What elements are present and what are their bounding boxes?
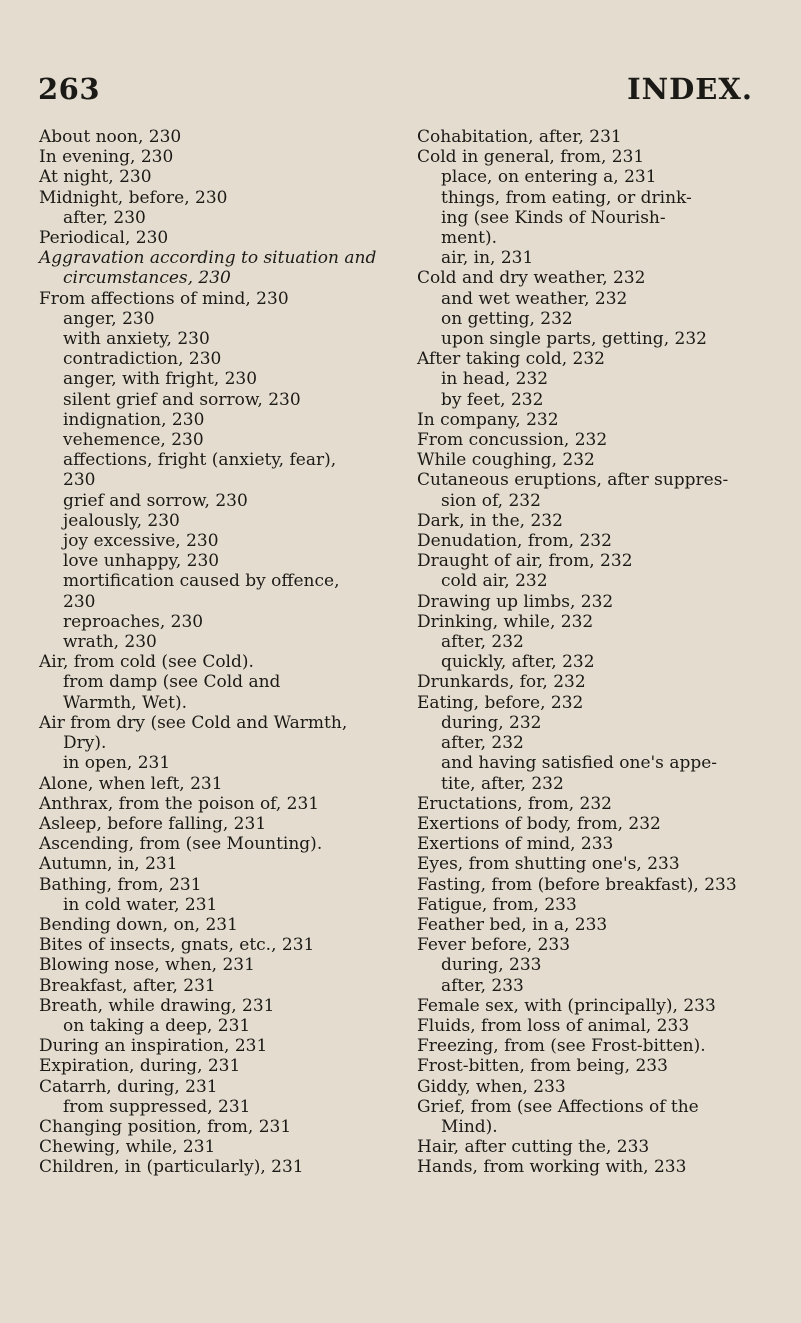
index-subentry: after, 230 — [63, 207, 146, 228]
index-entry: Fever before, 233 — [417, 935, 571, 956]
index-entry: Ascending, from (see Mounting). — [39, 834, 323, 855]
index-entry: Eructations, from, 232 — [417, 793, 612, 814]
index-subentry: upon single parts, getting, 232 — [441, 329, 707, 350]
page-number: 263 — [38, 72, 101, 106]
index-subentry: tite, after, 232 — [441, 773, 564, 794]
index-entry: Eyes, from shutting one's, 233 — [417, 854, 680, 875]
index-subentry: grief and sorrow, 230 — [63, 490, 248, 511]
index-entry: Changing position, from, 231 — [39, 1116, 292, 1137]
index-subentry: and wet weather, 232 — [441, 288, 628, 309]
index-subentry: indignation, 230 — [63, 409, 205, 430]
index-entry: Draught of air, from, 232 — [417, 551, 633, 572]
index-subentry: from damp (see Cold and — [63, 672, 281, 693]
index-entry: Female sex, with (principally), 233 — [417, 995, 716, 1016]
index-subentry: joy excessive, 230 — [63, 531, 219, 552]
index-subentry: air, in, 231 — [441, 248, 534, 269]
index-subentry: 230 — [63, 591, 96, 612]
index-subentry: anger, with fright, 230 — [63, 369, 258, 390]
index-subentry: on taking a deep, 231 — [63, 1015, 251, 1036]
index-entry: Fatigue, from, 233 — [417, 894, 577, 915]
index-entry: From concussion, 232 — [417, 430, 608, 451]
index-entry: Fasting, from (before breakfast), 233 — [417, 874, 737, 895]
index-entry: Giddy, when, 233 — [417, 1076, 566, 1097]
index-entry: Grief, from (see Affections of the — [417, 1096, 699, 1117]
index-subentry: love unhappy, 230 — [63, 551, 220, 572]
index-subentry: in cold water, 231 — [63, 894, 218, 915]
index-subentry: wrath, 230 — [63, 632, 157, 653]
index-entry: Drawing up limbs, 232 — [417, 591, 614, 612]
index-subentry: ment). — [441, 228, 497, 249]
index-subentry: mortification caused by offence, — [63, 571, 340, 592]
index-subentry: reproaches, 230 — [63, 611, 204, 632]
index-subentry: and having satisfied one's appe- — [441, 753, 718, 774]
running-title: INDEX. — [627, 72, 753, 106]
index-entry: Feather bed, in a, 233 — [417, 914, 608, 935]
index-subentry: Dry). — [63, 733, 107, 754]
index-entry: Air, from cold (see Cold). — [39, 652, 254, 673]
index-subentry: anger, 230 — [63, 308, 155, 329]
index-entry: Bending down, on, 231 — [39, 914, 238, 935]
index-subentry: 230 — [63, 470, 96, 491]
index-entry: Hands, from working with, 233 — [417, 1157, 687, 1178]
index-entry: Midnight, before, 230 — [39, 187, 228, 208]
index-entry: Autumn, in, 231 — [39, 854, 178, 875]
index-entry: Breath, while drawing, 231 — [39, 995, 275, 1016]
index-subentry: quickly, after, 232 — [441, 652, 595, 673]
index-entry: Drinking, while, 232 — [417, 611, 594, 632]
index-entry: Eating, before, 232 — [417, 692, 584, 713]
index-entry: Fluids, from loss of animal, 233 — [417, 1015, 690, 1036]
index-subentry: affections, fright (anxiety, fear), — [63, 450, 337, 471]
index-subentry: by feet, 232 — [441, 389, 544, 410]
index-entry: In company, 232 — [417, 409, 559, 430]
index-entry: About noon, 230 — [39, 127, 182, 147]
index-subentry: in head, 232 — [441, 369, 549, 390]
index-entry: In evening, 230 — [39, 147, 174, 168]
index-entry: After taking cold, 232 — [417, 349, 605, 370]
index-subentry: ing (see Kinds of Nourish- — [441, 207, 666, 228]
index-entry: Bites of insects, gnats, etc., 231 — [39, 935, 315, 956]
index-entry: Anthrax, from the poison of, 231 — [39, 793, 320, 814]
index-entry: Bathing, from, 231 — [39, 874, 202, 895]
index-subentry: from suppressed, 231 — [63, 1096, 251, 1117]
index-subentry: jealously, 230 — [63, 510, 180, 531]
index-subentry: things, from eating, or drink- — [441, 187, 692, 208]
index-entry: Blowing nose, when, 231 — [39, 955, 255, 976]
index-subentry: sion of, 232 — [441, 490, 541, 511]
index-subentry: silent grief and sorrow, 230 — [63, 389, 301, 410]
index-entry: Cutaneous eruptions, after suppres- — [417, 470, 729, 491]
index-subentry: during, 233 — [441, 955, 542, 976]
index-subentry: Warmth, Wet). — [63, 692, 187, 713]
index-entry: Catarrh, during, 231 — [39, 1076, 218, 1097]
index-entry: During an inspiration, 231 — [39, 1036, 268, 1057]
index-entry: Exertions of body, from, 232 — [417, 813, 661, 834]
index-column-left — [39, 127, 384, 1178]
index-subentry: with anxiety, 230 — [63, 329, 210, 350]
index-entry: Alone, when left, 231 — [39, 773, 223, 794]
index-entry: Exertions of mind, 233 — [417, 834, 614, 855]
index-subentry: during, 232 — [441, 712, 542, 733]
index-entry: Frost-bitten, from being, 233 — [417, 1056, 668, 1077]
index-subentry: in open, 231 — [63, 753, 171, 774]
index-subentry: contradiction, 230 — [63, 349, 222, 370]
index-subentry: circumstances, 230 — [63, 268, 231, 289]
index-column-right — [417, 127, 762, 1178]
index-entry: Cold and dry weather, 232 — [417, 268, 646, 289]
index-entry: Freezing, from (see Frost-bitten). — [417, 1036, 706, 1057]
index-entry: At night, 230 — [39, 167, 152, 188]
index-entry: Cohabitation, after, 231 — [417, 127, 622, 147]
index-subentry: after, 232 — [441, 733, 524, 754]
index-subentry: cold air, 232 — [441, 571, 548, 592]
index-entry: Periodical, 230 — [39, 228, 169, 249]
index-entry: Hair, after cutting the, 233 — [417, 1137, 650, 1158]
index-entry: Asleep, before falling, 231 — [39, 813, 267, 834]
index-entry: Expiration, during, 231 — [39, 1056, 241, 1077]
index-entry: Denudation, from, 232 — [417, 531, 612, 552]
index-entry: Drunkards, for, 232 — [417, 672, 586, 693]
index-entry: Children, in (particularly), 231 — [39, 1157, 304, 1178]
index-subentry: vehemence, 230 — [63, 430, 204, 451]
index-entry: Air from dry (see Cold and Warmth, — [39, 712, 348, 733]
index-subentry: Mind). — [441, 1116, 498, 1137]
index-entry: Cold in general, from, 231 — [417, 147, 645, 168]
index-entry: Breakfast, after, 231 — [39, 975, 216, 996]
index-subentry: after, 233 — [441, 975, 524, 996]
index-entry: While coughing, 232 — [417, 450, 595, 471]
index-entry: Aggravation according to situation and — [39, 248, 377, 269]
index-entry: Chewing, while, 231 — [39, 1137, 216, 1158]
index-entry: Dark, in the, 232 — [417, 510, 563, 531]
index-subentry: place, on entering a, 231 — [441, 167, 657, 188]
index-entry: From affections of mind, 230 — [39, 288, 289, 309]
index-subentry: on getting, 232 — [441, 308, 573, 329]
index-subentry: after, 232 — [441, 632, 524, 653]
